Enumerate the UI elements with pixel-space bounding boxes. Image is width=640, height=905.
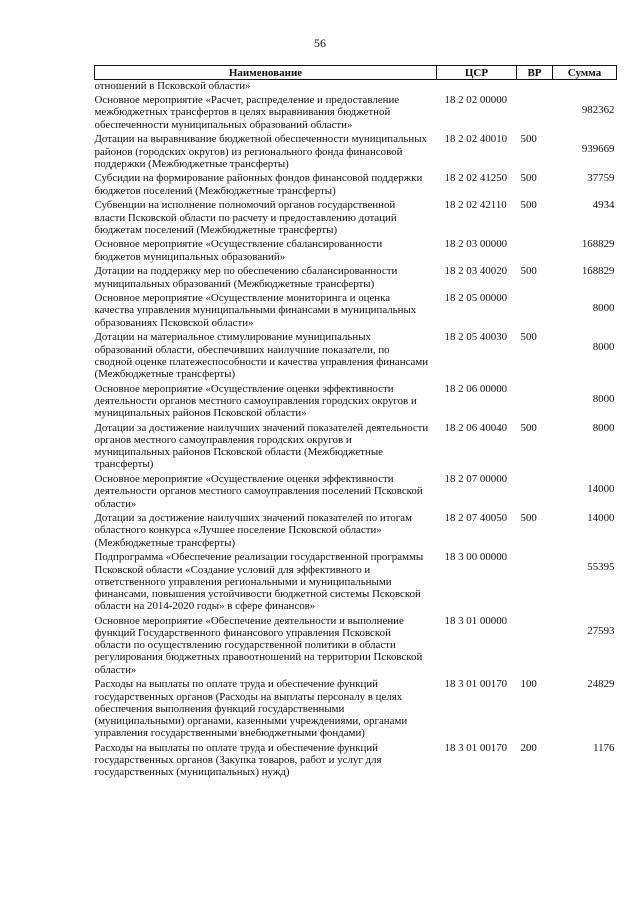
row-csr bbox=[437, 80, 517, 95]
row-sum-value: 55395 bbox=[587, 561, 615, 574]
header-vr: ВР bbox=[517, 66, 553, 80]
row-vr: 500 bbox=[520, 421, 537, 434]
row-vr bbox=[517, 238, 553, 265]
row-csr: 18 3 01 00170 bbox=[444, 741, 508, 754]
row-csr: 18 2 06 40040 bbox=[444, 421, 508, 434]
table-row bbox=[95, 80, 617, 95]
row-sum-value: 8000 bbox=[592, 421, 615, 434]
row-name: Расходы на выплаты по оплате труда и обеспечение функций государственных органов (Расходы на выплаты персоналу в целях обеспечения выполнения функций государственными (муниципальными) органами, казенными учреждениями, органами управления государственными внебюджетными фондами) bbox=[94, 678, 408, 740]
row-vr bbox=[517, 80, 553, 95]
row-vr: 200 bbox=[520, 741, 537, 754]
row-sum bbox=[553, 678, 617, 742]
table-header-row bbox=[95, 66, 617, 80]
row-vr: 500 bbox=[520, 199, 537, 212]
row-sum-value: 168829 bbox=[581, 265, 615, 278]
row-sum bbox=[553, 292, 617, 331]
row-sum-value: 939669 bbox=[581, 143, 615, 156]
row-sum bbox=[553, 172, 617, 199]
row-sum-value: 37759 bbox=[587, 172, 615, 185]
row-name: Основное мероприятие «Осуществление сбалансированности бюджетов муниципальных образований» bbox=[94, 238, 383, 263]
row-name: Основное мероприятие «Обеспечение деятельности и выполнение функций Государственного финансового управления Псковской области по осуществлению государственной политики в области регулирования бюджетных правоотношений на территории Псковской области» bbox=[94, 614, 423, 676]
row-csr: 18 3 00 00000 bbox=[444, 551, 508, 564]
row-name: Дотации на поддержку мер по обеспечению сбалансированности муниципальных образований (Межбюджетные трансферты) bbox=[94, 265, 398, 290]
row-vr: 500 bbox=[520, 265, 537, 278]
table-row bbox=[95, 265, 617, 292]
row-csr: 18 2 02 40010 bbox=[444, 133, 508, 146]
table-row bbox=[95, 742, 617, 781]
row-sum-value: 8000 bbox=[592, 392, 615, 405]
row-name: Субвенции на исполнение полномочий органов государственной власти Псковской области по расчету и предоставлению дотаций бюджетам поселений (Межбюджетные трансферты) bbox=[94, 199, 397, 236]
row-vr bbox=[517, 473, 553, 512]
row-sum-value: 14000 bbox=[587, 483, 615, 496]
row-sum bbox=[553, 422, 617, 473]
row-sum bbox=[553, 473, 617, 512]
table-row bbox=[95, 473, 617, 512]
row-name: Основное мероприятие «Осуществление оценки эффективности деятельности органов местного самоуправления поселений Псковской области» bbox=[94, 473, 423, 510]
row-vr bbox=[517, 94, 553, 133]
row-sum bbox=[553, 615, 617, 679]
row-sum bbox=[553, 383, 617, 422]
row-csr: 18 2 02 41250 bbox=[444, 172, 508, 185]
table-row bbox=[95, 512, 617, 551]
table-row bbox=[95, 94, 617, 133]
row-name: Расходы на выплаты по оплате труда и обеспечение функций государственных органов (Закупка товаров, работ и услуг для государственных (муниципальных) нужд) bbox=[94, 741, 382, 779]
row-csr: 18 2 07 00000 bbox=[444, 473, 508, 486]
table-row bbox=[95, 292, 617, 331]
table-row bbox=[95, 172, 617, 199]
row-vr: 500 bbox=[520, 331, 537, 344]
row-csr: 18 2 05 00000 bbox=[444, 292, 508, 305]
row-sum-value: 24829 bbox=[587, 678, 615, 691]
row-sum bbox=[553, 238, 617, 265]
row-csr: 18 2 02 00000 bbox=[444, 94, 508, 107]
row-sum-value: 8000 bbox=[592, 302, 615, 315]
table-row bbox=[95, 133, 617, 172]
table-row bbox=[95, 551, 617, 615]
row-sum bbox=[553, 512, 617, 551]
row-csr: 18 3 01 00170 bbox=[444, 678, 508, 691]
row-sum bbox=[553, 133, 617, 172]
row-name: Основное мероприятие «Расчет, распределение и предоставление межбюджетных трансфертов в целях выравнивания бюджетной обеспеченности муниципальных образований области» bbox=[94, 94, 400, 131]
row-name: Дотации за достижение наилучших значений показателей деятельности органов местного самоуправления городских округов и муниципальных районов Псковской области (Межбюджетные трансферты) bbox=[94, 421, 429, 471]
row-vr: 500 bbox=[520, 133, 537, 146]
row-vr: 500 bbox=[520, 512, 537, 525]
table-row bbox=[95, 678, 617, 742]
table-row bbox=[95, 422, 617, 473]
row-sum bbox=[553, 265, 617, 292]
row-csr: 18 2 03 40020 bbox=[444, 265, 508, 278]
row-csr: 18 2 05 40030 bbox=[444, 331, 508, 344]
table-row bbox=[95, 331, 617, 382]
row-sum bbox=[553, 199, 617, 238]
row-name: Дотации на выравнивание бюджетной обеспеченности муниципальных районов (городских округов) из регионального фонда финансовой поддержки (Межбюджетные трансферты) bbox=[94, 133, 427, 170]
row-name: Основное мероприятие «Осуществление оценки эффективности деятельности органов местного самоуправления городских округов и муниципальных районов Псковской области» bbox=[94, 382, 417, 420]
row-name: отношений в Псковской области» bbox=[94, 80, 251, 92]
row-name: Субсидии на формирование районных фондов финансовой поддержки бюджетов поселений (Межбюджетные трансферты) bbox=[94, 172, 423, 197]
row-name: Дотации на материальное стимулирование муниципальных образований области, обеспечивших наилучшие показатели, по сводной оценке платежеспособности и качества управления финансами (Межбюджетные трансферты) bbox=[94, 331, 429, 380]
row-sum-value: 4934 bbox=[592, 199, 615, 212]
row-vr bbox=[517, 551, 553, 615]
row-vr bbox=[517, 615, 553, 679]
row-vr: 100 bbox=[520, 678, 537, 691]
row-sum bbox=[553, 331, 617, 382]
header-sum: Сумма bbox=[553, 66, 617, 80]
row-sum bbox=[553, 94, 617, 133]
row-sum-value: 1176 bbox=[593, 741, 615, 754]
row-sum-value: 982362 bbox=[581, 104, 615, 117]
header-name: Наименование bbox=[95, 66, 437, 80]
row-csr: 18 2 02 42110 bbox=[444, 199, 507, 212]
table-row bbox=[95, 238, 617, 265]
row-name: Подпрограмма «Обеспечение реализации государственной программы Псковской области «Создание условий для эффективного и ответственного управления региональными и муниципальными финансами, повышения устойчивости бюджетной системы Псковской области на 2014-2020 годы» в сфере финансов» bbox=[94, 551, 424, 613]
row-csr: 18 2 07 40050 bbox=[444, 512, 508, 525]
row-sum-value: 27593 bbox=[587, 624, 615, 637]
table-row bbox=[95, 615, 617, 679]
row-name: Дотации за достижение наилучших значений показателей по итогам областного конкурса «Лучшее поселение Псковской области» (Межбюджетные трансферты) bbox=[94, 512, 412, 549]
row-vr: 500 bbox=[520, 172, 537, 185]
row-sum bbox=[553, 551, 617, 615]
page-number: 56 bbox=[314, 36, 326, 50]
table-row bbox=[95, 383, 617, 422]
row-sum-value: 14000 bbox=[587, 512, 615, 525]
table-row bbox=[95, 199, 617, 238]
row-sum-value: 8000 bbox=[592, 341, 615, 354]
row-sum-value: 168829 bbox=[581, 238, 615, 251]
row-sum bbox=[553, 80, 617, 95]
row-vr bbox=[517, 292, 553, 331]
row-csr: 18 3 01 00000 bbox=[444, 614, 508, 627]
budget-table bbox=[94, 65, 617, 781]
row-vr bbox=[517, 383, 553, 422]
row-sum bbox=[553, 742, 617, 781]
row-csr: 18 2 06 00000 bbox=[444, 382, 508, 395]
row-csr: 18 2 03 00000 bbox=[444, 238, 508, 251]
row-name: Основное мероприятие «Осуществление мониторинга и оценка качества управления муниципальными финансами в муниципальных образованиях Псковской области» bbox=[94, 292, 417, 329]
header-csr: ЦСР bbox=[437, 66, 517, 80]
